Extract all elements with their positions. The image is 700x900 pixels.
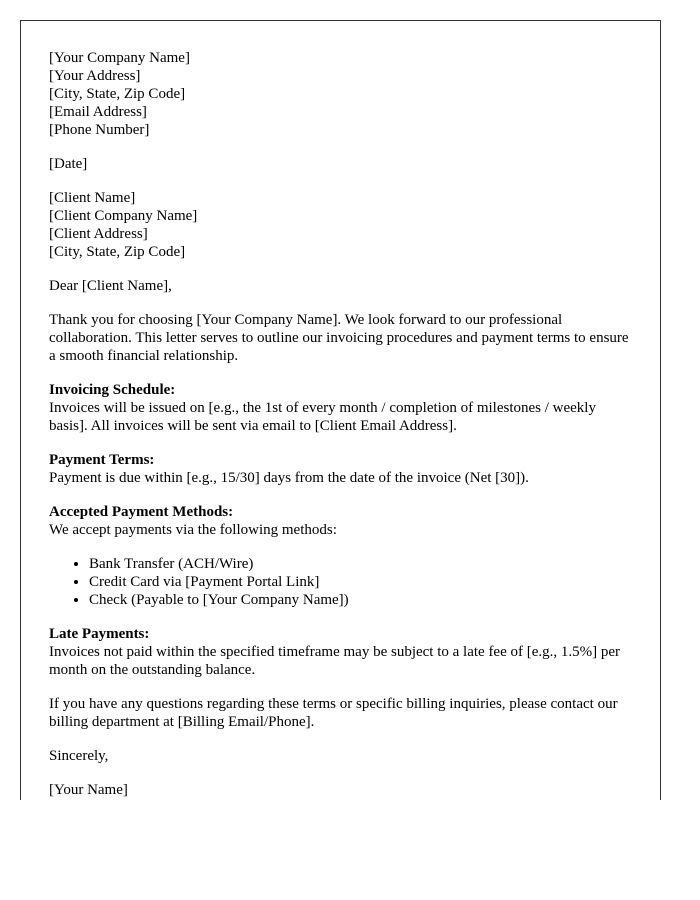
- late-section: [49, 625, 630, 679]
- invoicing-heading: Invoicing Schedule:: [49, 382, 176, 398]
- payment-terms-section: [49, 451, 630, 487]
- signoff: Sincerely,: [49, 748, 109, 764]
- salutation: Dear [Client Name],: [49, 278, 172, 294]
- sender-block: [49, 49, 630, 139]
- closing-paragraph: If you have any questions regarding these terms or specific billing inquiries, please contact our billing department at [Billing Email/Phone].: [49, 696, 618, 730]
- list-item: • Check (Payable to [Your Company Name]): [89, 591, 630, 609]
- methods-text: We accept payments via the following methods:: [49, 522, 337, 538]
- sender-email: [Email Address]: [49, 104, 147, 120]
- payment-terms-heading: Payment Terms:: [49, 452, 155, 468]
- sender-company: [Your Company Name]: [49, 50, 190, 66]
- invoicing-section: [49, 381, 630, 435]
- methods-section: [49, 503, 630, 539]
- sender-phone: [Phone Number]: [49, 122, 150, 138]
- signature: [Your Name]: [49, 782, 128, 798]
- sender-address: [Your Address]: [49, 68, 141, 84]
- recipient-name: [Client Name]: [49, 190, 136, 206]
- letter-page: [20, 20, 661, 800]
- sender-city: [City, State, Zip Code]: [49, 86, 186, 102]
- recipient-company: [Client Company Name]: [49, 208, 198, 224]
- invoicing-text: Invoices will be issued on [e.g., the 1st of every month / completion of milestones / weekly basis]. All invoices will be sent via email to [Client Email Address].: [49, 400, 596, 434]
- recipient-address: [Client Address]: [49, 226, 148, 242]
- payment-terms-text: Payment is due within [e.g., 15/30] days from the date of the invoice (Net [30]).: [49, 470, 529, 486]
- methods-list: [49, 555, 630, 609]
- late-text: Invoices not paid within the specified timeframe may be subject to a late fee of [e.g., 1.5%] per month on the outstanding balance.: [49, 644, 621, 678]
- late-heading: Late Payments:: [49, 626, 150, 642]
- recipient-block: [49, 189, 630, 261]
- letter-date: [Date]: [49, 156, 88, 172]
- recipient-city: [City, State, Zip Code]: [49, 244, 186, 260]
- intro-paragraph: Thank you for choosing [Your Company Name]. We look forward to our professional collaboration. This letter serves to outline our invoicing procedures and payment terms to ensure a smooth financial relationship.: [49, 312, 629, 364]
- list-item: • Bank Transfer (ACH/Wire): [89, 555, 630, 573]
- list-item: • Credit Card via [Payment Portal Link]: [89, 573, 630, 591]
- methods-heading: Accepted Payment Methods:: [49, 504, 234, 520]
